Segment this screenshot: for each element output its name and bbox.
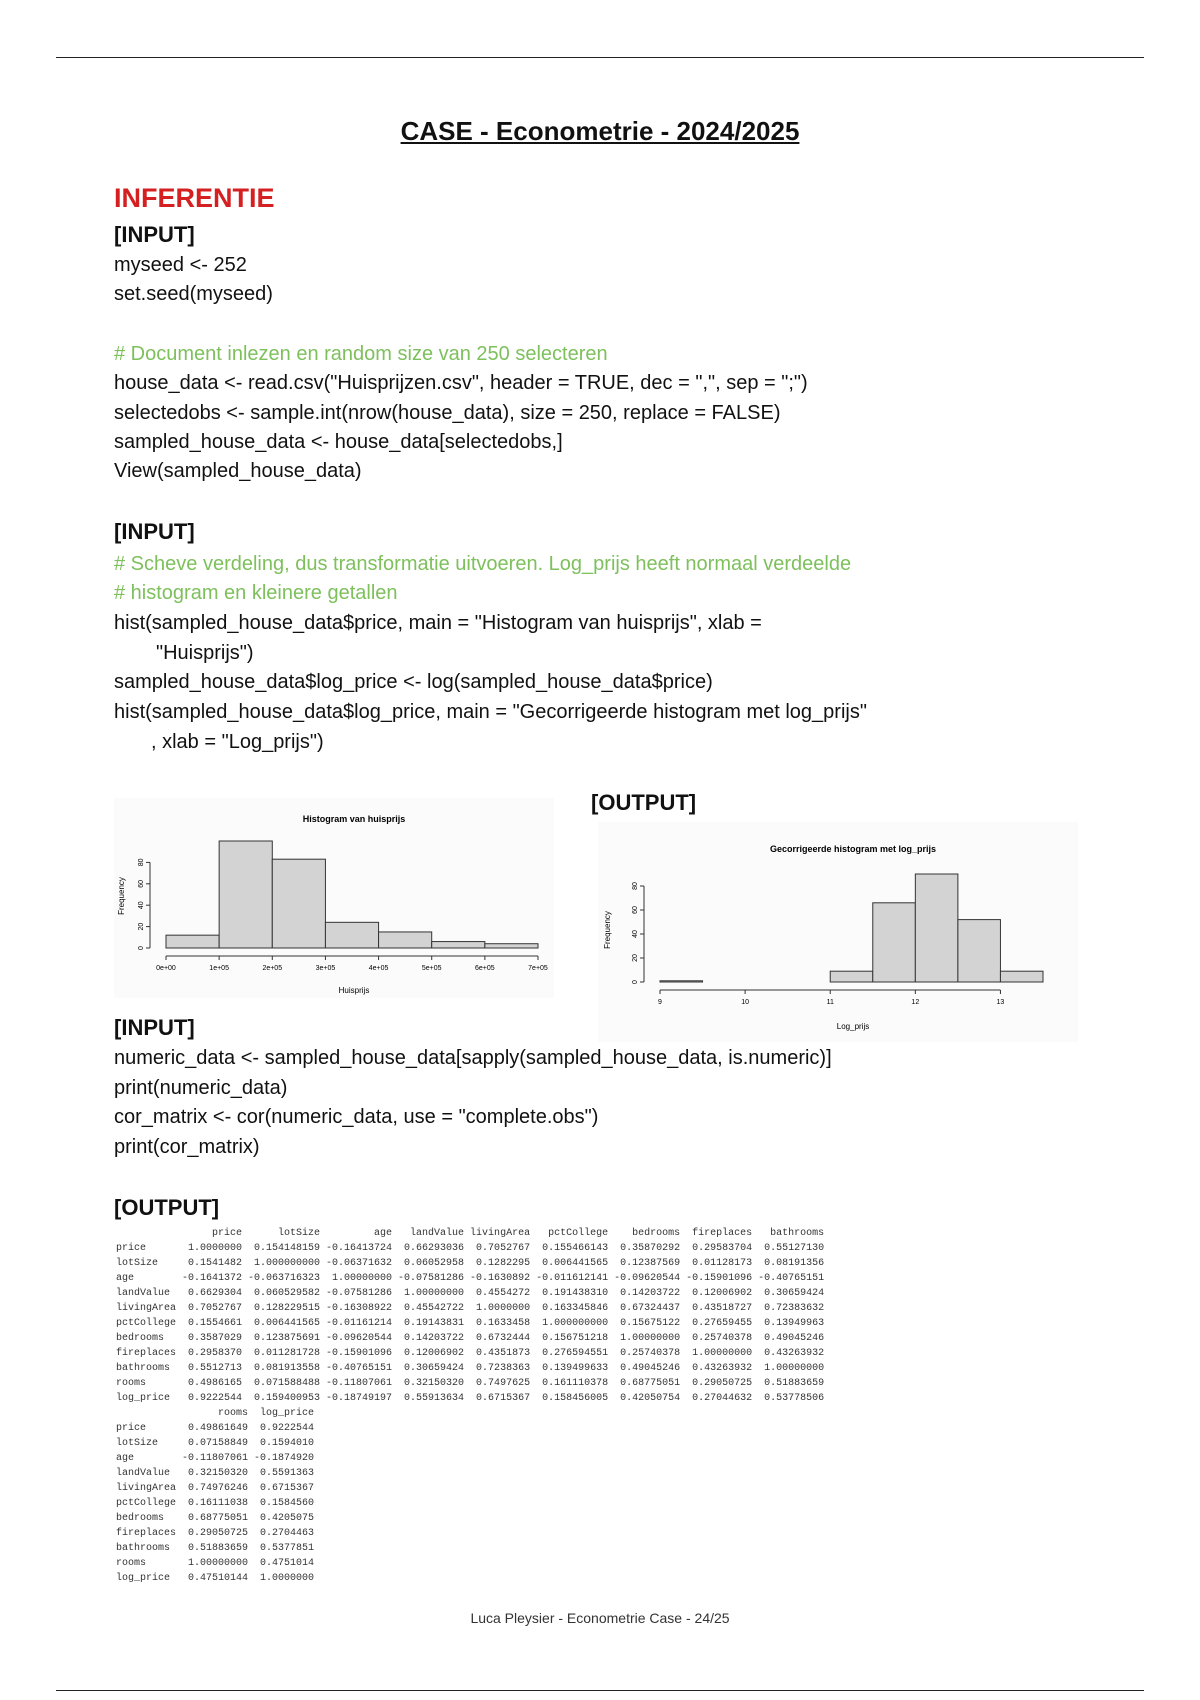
matrix-row: livingArea 0.74976246 0.6715367 xyxy=(116,1483,315,1494)
chart-title: Gecorrigeerde histogram met log_prijs xyxy=(769,844,937,854)
chart-title: Histogram van huisprijs xyxy=(302,814,406,824)
x-tick-label: 1e+05 xyxy=(209,965,229,972)
matrix-row: price 1.0000000 0.154148159 -0.16413724 0.66293036 0.7052767 0.155466143 0.35870292 0.29583704 0.55127130 xyxy=(116,1243,825,1254)
code-comment: # histogram en kleinere getallen xyxy=(114,582,398,604)
y-tick-label: 0 xyxy=(138,946,145,950)
matrix-row: rooms 1.00000000 0.4751014 xyxy=(116,1558,315,1569)
code-line: cor_matrix <- cor(numeric_data, use = "complete.obs") xyxy=(114,1106,599,1128)
y-tick-label: 40 xyxy=(632,930,639,938)
y-axis-label: Frequency xyxy=(603,911,612,949)
histogram-huisprijs xyxy=(114,798,554,998)
output-label-1: [OUTPUT] xyxy=(591,790,697,815)
code-line: hist(sampled_house_data$log_price, main = "Gecorrigeerde histogram met log_prijs" xyxy=(114,701,867,723)
y-tick-label: 60 xyxy=(632,906,639,914)
code-line: "Huisprijs") xyxy=(156,642,254,664)
code-line: myseed <- 252 xyxy=(114,254,247,276)
x-tick-label: 7e+05 xyxy=(528,965,548,972)
histogram-bar xyxy=(432,942,485,948)
matrix-row: log_price 0.47510144 1.0000000 xyxy=(116,1573,315,1584)
x-tick-label: 0e+00 xyxy=(156,965,176,972)
matrix-row: age -0.1641372 -0.063716323 1.00000000 -0.07581286 -0.1630892 -0.011612141 -0.09620544 -0.15901096 -0.40765151 xyxy=(116,1273,825,1284)
matrix-row: price 0.49861649 0.9222544 xyxy=(116,1423,315,1434)
page-title: CASE - Econometrie - 2024/2025 xyxy=(400,116,800,146)
code-line: , xlab = "Log_prijs") xyxy=(151,731,324,753)
histogram-bar xyxy=(485,944,538,948)
histogram-bar xyxy=(325,922,378,948)
y-tick-label: 80 xyxy=(138,858,145,867)
histogram-log-prijs xyxy=(598,822,1078,1042)
histogram-bar xyxy=(958,920,1001,982)
y-tick-label: 20 xyxy=(138,922,145,931)
y-tick-label: 80 xyxy=(632,882,639,890)
y-tick-label: 60 xyxy=(138,879,145,888)
y-tick-label: 20 xyxy=(632,954,639,962)
histogram-bar xyxy=(1000,971,1043,982)
matrix-row: bathrooms 0.51883659 0.5377851 xyxy=(116,1543,315,1554)
input-label-3: [INPUT] xyxy=(114,1015,195,1040)
matrix-row: lotSize 0.1541482 1.000000000 -0.06371632 0.06052958 0.1282295 0.006441565 0.12387569 0.01128173 0.08191356 xyxy=(116,1258,825,1269)
matrix-row: age -0.11807061 -0.1874920 xyxy=(116,1453,315,1464)
code-line: hist(sampled_house_data$price, main = "Histogram van huisprijs", xlab = xyxy=(114,612,762,634)
matrix-row: rooms 0.4986165 0.071588488 -0.11807061 0.32150320 0.7497625 0.161110378 0.68775051 0.29050725 0.51883659 xyxy=(116,1378,825,1389)
x-tick-label: 2e+05 xyxy=(262,965,283,972)
x-tick-label: 12 xyxy=(911,999,920,1006)
code-line: print(numeric_data) xyxy=(114,1077,288,1099)
code-line: View(sampled_house_data) xyxy=(114,460,362,482)
matrix-row: log_price 0.9222544 0.159400953 -0.18749197 0.55913634 0.6715367 0.158456005 0.42050754 0.27044632 0.53778506 xyxy=(116,1393,825,1404)
histogram-bar xyxy=(873,903,916,982)
y-tick-label: 0 xyxy=(632,980,639,984)
matrix-row: fireplaces 0.2958370 0.011281728 -0.15901096 0.12006902 0.4351873 0.276594551 0.25740378 1.00000000 0.43263932 xyxy=(116,1348,825,1359)
code-line: print(cor_matrix) xyxy=(114,1136,260,1158)
matrix-row: rooms log_price xyxy=(116,1408,315,1419)
output-label-2: [OUTPUT] xyxy=(114,1195,220,1220)
y-axis-label: Frequency xyxy=(117,877,126,915)
matrix-row: price lotSize age landValue livingArea pctCollege bedrooms fireplaces bathrooms xyxy=(116,1228,825,1239)
matrix-row: landValue 0.6629304 0.060529582 -0.07581286 1.00000000 0.4554272 0.191438310 0.14203722 0.12006902 0.30659424 xyxy=(116,1288,825,1299)
chart-background xyxy=(598,822,1078,1042)
correlation-matrix-output xyxy=(116,1226,824,1586)
x-tick-label: 4e+05 xyxy=(368,965,389,972)
x-tick-label: 3e+05 xyxy=(315,965,336,972)
x-tick-label: 5e+05 xyxy=(421,965,442,972)
matrix-row: bedrooms 0.3587029 0.123875691 -0.09620544 0.14203722 0.6732444 0.156751218 1.00000000 0.25740378 0.49045246 xyxy=(116,1333,825,1344)
histogram-bar xyxy=(915,874,958,982)
matrix-row: bedrooms 0.68775051 0.4205075 xyxy=(116,1513,315,1524)
y-tick-label: 40 xyxy=(138,901,145,910)
bottom-rule xyxy=(56,1690,1144,1691)
x-tick-label: 11 xyxy=(826,999,834,1006)
footer: Luca Pleysier - Econometrie Case - 24/25 xyxy=(470,1610,730,1626)
matrix-row: pctCollege 0.16111038 0.1584560 xyxy=(116,1498,315,1509)
code-line: numeric_data <- sampled_house_data[sapply(sampled_house_data, is.numeric)] xyxy=(114,1047,832,1069)
histogram-bar xyxy=(166,935,219,948)
histogram-bar xyxy=(830,971,873,982)
x-tick-label: 10 xyxy=(741,999,750,1006)
histogram-bar xyxy=(379,932,432,948)
code-comment: # Scheve verdeling, dus transformatie uitvoeren. Log_prijs heeft normaal verdeelde xyxy=(114,553,852,575)
x-tick-label: 6e+05 xyxy=(475,965,495,972)
matrix-row: pctCollege 0.1554661 0.006441565 -0.01161214 0.19143831 0.1633458 1.000000000 0.15675122 0.27659455 0.13949963 xyxy=(116,1318,825,1329)
code-comment: # Document inlezen en random size van 250 selecteren xyxy=(114,343,608,365)
code-line: house_data <- read.csv("Huisprijzen.csv", header = TRUE, dec = ",", sep = ";") xyxy=(114,372,808,394)
matrix-row: livingArea 0.7052767 0.128229515 -0.16308922 0.45542722 1.0000000 0.163345846 0.67324437 0.43518727 0.72383632 xyxy=(116,1303,825,1314)
input-label-1: [INPUT] xyxy=(114,222,195,247)
x-axis-label: Log_prijs xyxy=(836,1022,870,1031)
x-tick-label: 9 xyxy=(658,999,662,1006)
code-line: sampled_house_data$log_price <- log(sampled_house_data$price) xyxy=(114,671,713,693)
x-axis-label: Huisprijs xyxy=(338,986,370,995)
matrix-row: lotSize 0.07158849 0.1594010 xyxy=(116,1438,315,1449)
code-line: selectedobs <- sample.int(nrow(house_data), size = 250, replace = FALSE) xyxy=(114,402,781,424)
matrix-row: bathrooms 0.5512713 0.081913558 -0.40765151 0.30659424 0.7238363 0.139499633 0.49045246 0.43263932 1.00000000 xyxy=(116,1363,825,1374)
code-line: set.seed(myseed) xyxy=(114,283,273,305)
input-label-2: [INPUT] xyxy=(114,519,195,544)
matrix-row: fireplaces 0.29050725 0.2704463 xyxy=(116,1528,315,1539)
code-line: sampled_house_data <- house_data[selectedobs,] xyxy=(114,431,563,453)
histogram-bar xyxy=(219,841,272,948)
top-rule xyxy=(56,57,1144,58)
histogram-bar xyxy=(272,859,325,948)
section-title: INFERENTIE xyxy=(114,183,275,213)
histogram-bar xyxy=(660,981,703,982)
matrix-row: landValue 0.32150320 0.5591363 xyxy=(116,1468,315,1479)
x-tick-label: 13 xyxy=(996,999,1005,1006)
